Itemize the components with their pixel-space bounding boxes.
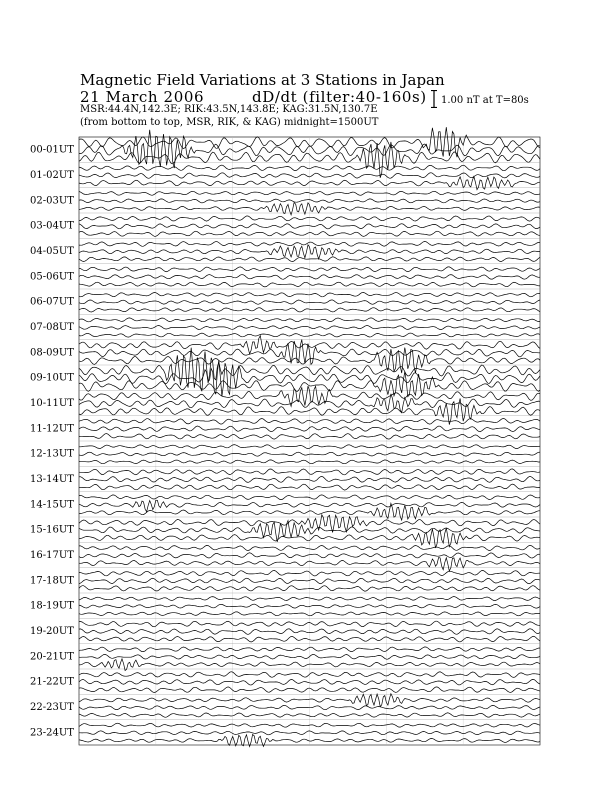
row-label: 06-07UT bbox=[30, 296, 74, 308]
row-label: 02-03UT bbox=[30, 195, 74, 207]
scale-label: 1.00 nT at T=80s bbox=[441, 95, 529, 106]
row-label: 04-05UT bbox=[30, 246, 74, 258]
station-coordinates: MSR:44.4N,142.3E; RIK:43.5N,143.8E; KAG:31.5N,130.7E bbox=[80, 104, 378, 115]
row-label: 23-24UT bbox=[30, 727, 74, 739]
row-label: 03-04UT bbox=[30, 220, 74, 232]
station-order-note: (from bottom to top, MSR, RIK, & KAG) midnight=1500UT bbox=[80, 117, 379, 128]
row-label: 11-12UT bbox=[30, 423, 74, 435]
chart-date: 21 March 2006 bbox=[80, 88, 205, 106]
row-label: 18-19UT bbox=[30, 600, 74, 612]
row-label: 14-15UT bbox=[30, 499, 74, 511]
row-label: 22-23UT bbox=[30, 702, 74, 714]
row-label: 05-06UT bbox=[30, 271, 74, 283]
row-label: 16-17UT bbox=[30, 550, 74, 562]
chart-title: Magnetic Field Variations at 3 Stations in Japan bbox=[80, 71, 445, 89]
row-label: 00-01UT bbox=[30, 144, 74, 156]
row-label: 10-11UT bbox=[30, 398, 74, 410]
row-label: 13-14UT bbox=[30, 474, 74, 486]
row-label: 09-10UT bbox=[30, 372, 74, 384]
row-label: 21-22UT bbox=[30, 676, 74, 688]
row-label: 17-18UT bbox=[30, 575, 74, 587]
row-label: 20-21UT bbox=[30, 651, 74, 663]
row-label: 19-20UT bbox=[30, 626, 74, 638]
row-label: 12-13UT bbox=[30, 448, 74, 460]
row-label: 01-02UT bbox=[30, 170, 74, 182]
row-label: 15-16UT bbox=[30, 524, 74, 536]
chart-quantity: dD/dt (filter:40-160s) bbox=[252, 88, 427, 106]
row-label: 07-08UT bbox=[30, 322, 74, 334]
row-label: 08-09UT bbox=[30, 347, 74, 359]
